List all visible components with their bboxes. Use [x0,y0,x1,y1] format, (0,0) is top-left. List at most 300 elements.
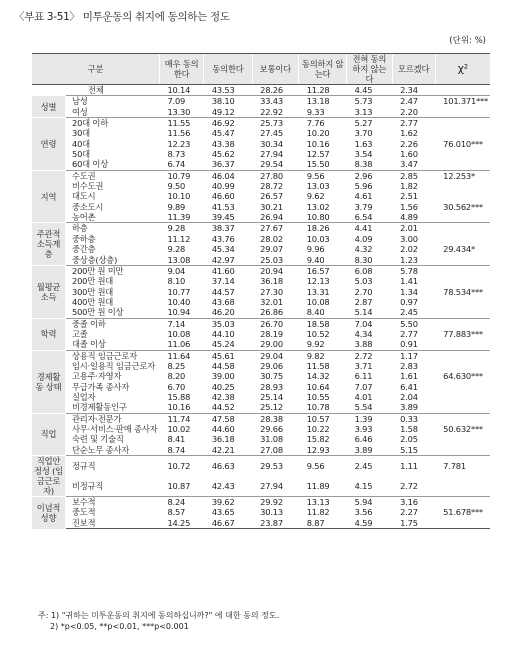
chi-square-cell: 64.630*** [443,371,483,382]
chi-square-cell [435,339,490,350]
value-cell: 9.50 [167,181,186,192]
value-cell: 1.23 [400,254,418,265]
table-row [32,149,490,159]
value-cell: 2.70 [354,286,373,297]
table-row [32,476,490,497]
value-cell: 26.86 [260,307,283,318]
value-cell: 44.60 [211,424,235,434]
group-label: 이념적 성향 [32,497,65,529]
value-cell: 8.41 [167,434,186,445]
row-label: 비수도권 [71,181,104,192]
chi-square-cell: 30.562*** [443,201,483,212]
value-cell: 8.73 [167,149,186,160]
value-cell: 11.56 [167,128,191,139]
value-cell: 43.53 [204,85,252,96]
value-cell: 6.74 [167,159,186,170]
header-cell: 구분 [32,54,159,85]
value-cell: 9.33 [306,106,325,117]
value-cell: 27.45 [260,128,283,139]
value-cell: 26.70 [252,318,299,329]
row-label: 관리자·전문가 [65,413,159,424]
value-cell: 0.97 [400,296,418,307]
value-cell: 2.01 [392,223,435,234]
value-cell: 10.22 [306,424,330,434]
row-label: 보수적 [65,497,159,508]
value-cell: 12.13 [306,276,330,287]
value-cell: 38.37 [204,223,252,234]
value-cell: 9.92 [306,339,325,350]
value-cell: 2.87 [354,296,373,307]
value-cell: 3.89 [400,402,418,413]
value-cell: 39.00 [211,371,235,382]
row-label: 남성 [65,96,159,107]
header-cell: 모르겠다 [392,54,435,85]
footnotes [38,610,279,632]
value-cell: 7.14 [159,318,203,329]
table-row [32,339,490,350]
value-cell: 11.55 [159,118,203,129]
value-cell: 46.63 [204,456,252,477]
value-cell: 13.31 [306,286,330,297]
value-cell: 10.08 [306,296,330,307]
value-cell: 29.53 [252,456,299,477]
chi-square-cell [435,350,490,361]
value-cell: 4.59 [347,518,393,529]
unit-label: (단위: %) [449,36,486,46]
value-cell: 7.09 [159,96,203,107]
group-label: 직업 [32,413,65,455]
value-cell: 10.57 [299,413,347,424]
value-cell: 11.64 [159,350,203,361]
value-cell: 2.45 [400,307,418,318]
table-row [32,159,490,170]
value-cell: 3.79 [354,201,373,212]
chi-square-cell [435,128,490,138]
value-cell: 25.12 [260,402,283,413]
value-cell: 2.20 [400,106,418,117]
group-label: 지역 [32,170,65,223]
group-label: 월평균 소득 [32,265,65,318]
value-cell: 4.89 [400,212,418,223]
row-label: 60대 이상 [71,159,109,170]
row-label: 500만 원 이상 [71,307,124,318]
value-cell: 6.11 [354,371,373,382]
table-row [32,118,490,129]
value-cell: 9.56 [299,170,347,181]
value-cell: 1.17 [392,350,435,361]
row-label: 대졸 이상 [71,339,106,350]
chi-square-cell [435,223,490,234]
value-cell: 39.45 [211,212,235,223]
chi-square-cell [435,297,490,307]
chi-square-cell [435,85,490,96]
value-cell: 1.39 [347,413,393,424]
value-cell: 12.23 [167,138,191,149]
value-cell: 3.47 [400,159,418,170]
row-label: 실업자 [71,391,96,402]
value-cell: 10.87 [167,480,191,491]
chi-square-cell [435,234,490,244]
value-cell: 43.65 [211,507,235,518]
value-cell: 43.76 [211,233,235,244]
row-label: 중도적 [71,507,96,518]
row-label: 진보적 [65,518,159,529]
value-cell: 8.38 [354,159,373,170]
value-cell: 10.55 [306,391,330,402]
chi-square-cell: 76.010*** [443,138,483,149]
value-cell: 2.83 [400,360,418,371]
value-cell: 3.54 [354,149,373,160]
value-cell: 42.43 [211,480,235,491]
value-cell: 2.02 [400,244,418,255]
row-label: 고졸 [71,328,88,339]
value-cell: 2.45 [347,456,393,477]
value-cell: 28.02 [260,233,283,244]
value-cell: 25.73 [252,118,299,129]
row-label: 사무·서비스·판매 종사자 [71,424,158,434]
value-cell: 15.88 [167,391,191,402]
row-label: 200만 원 미만 [65,265,159,276]
value-cell: 7.07 [354,381,373,392]
value-cell: 10.16 [167,402,191,413]
value-cell: 26.57 [260,191,283,202]
value-cell: 9.89 [167,201,186,212]
table-row [32,139,490,149]
chi-square-cell: 51.678*** [443,507,483,518]
value-cell: 4.15 [354,480,373,491]
value-cell: 45.61 [204,350,252,361]
header-row [32,54,490,85]
value-cell: 36.37 [211,159,235,170]
row-label: 대도시 [71,191,96,202]
value-cell: 4.01 [354,391,373,402]
value-cell: 5.54 [354,402,373,413]
value-cell: 1.60 [400,149,418,160]
value-cell: 32.01 [260,296,283,307]
chi-square-cell [435,382,490,392]
value-cell: 46.67 [204,518,252,529]
row-label: 여성 [71,106,88,117]
chi-square-cell [435,159,490,170]
row-label: 비정규직 [71,480,104,491]
value-cell: 5.03 [354,276,373,287]
value-cell: 9.40 [306,254,325,265]
table-row [32,350,490,361]
chi-square-cell [435,518,490,529]
value-cell: 7.76 [299,118,347,129]
footnote: 2) *p<0.05, **p<0.01, ***p<0.001 [50,622,189,631]
value-cell: 18.26 [299,223,347,234]
value-cell: 1.63 [354,138,373,149]
row-label: 임시·일용직 임금근로자 [71,360,156,371]
value-cell: 29.06 [260,360,283,371]
value-cell: 10.20 [306,128,330,139]
chi-square-cell [435,497,490,508]
value-cell: 2.26 [400,138,418,149]
table-row [32,287,490,297]
group-label: 직업안정성 (임금근로자) [32,456,65,497]
row-label: 200만 원대 [71,276,114,287]
value-cell: 42.38 [211,391,235,402]
value-cell: 28.26 [252,85,299,96]
value-cell: 23.87 [252,518,299,529]
group-label: 성별 [32,96,65,118]
chi-square-cell [435,265,490,276]
row-label: 무급가족 종사자 [71,381,130,392]
value-cell: 0.91 [400,339,418,350]
value-cell: 5.27 [347,118,393,129]
value-cell: 40.25 [211,381,235,392]
value-cell: 30.13 [260,507,283,518]
value-cell: 27.94 [260,480,283,491]
value-cell: 39.62 [204,497,252,508]
value-cell: 3.88 [354,339,373,350]
value-cell: 44.52 [211,402,235,413]
value-cell: 6.70 [167,381,186,392]
table-row [32,297,490,307]
chi-square-cell: 78.534*** [443,286,483,297]
value-cell: 14.25 [159,518,203,529]
value-cell: 29.07 [260,244,283,255]
value-cell: 25.03 [260,254,283,265]
chi-square-cell [435,361,490,371]
value-cell: 3.16 [392,497,435,508]
value-cell: 29.54 [260,159,283,170]
value-cell: 8.30 [354,254,373,265]
header-cell: 보통이다 [252,54,299,85]
chi-square-cell [435,307,490,318]
row-label: 단순노무 종사자 [71,444,130,455]
table-row [32,96,490,107]
value-cell: 5.78 [392,265,435,276]
value-cell: 8.87 [299,518,347,529]
value-cell: 4.45 [347,85,393,96]
value-cell: 1.34 [400,286,418,297]
value-cell: 38.10 [204,96,252,107]
footnote: 주: 1) "귀하는 미투운동의 취지에 동의하십니까?" 에 대한 동의 정도. [38,611,280,620]
row-label: 50대 [71,149,90,160]
row-label: 중졸 이하 [65,318,159,329]
row-label: 하층 [65,223,159,234]
value-cell: 45.34 [211,244,235,255]
value-cell: 31.08 [260,434,283,445]
value-cell: 46.20 [211,307,235,318]
value-cell: 11.89 [306,480,330,491]
value-cell: 49.12 [211,106,235,117]
table-row [32,170,490,181]
value-cell: 10.14 [159,85,203,96]
value-cell: 25.14 [260,391,283,402]
value-cell: 11.74 [159,413,203,424]
table-row [32,234,490,244]
value-cell: 5.15 [400,444,418,455]
value-cell: 30.75 [260,371,283,382]
row-label: 중소도시 [71,201,104,212]
value-cell: 6.08 [347,265,393,276]
value-cell: 42.21 [211,444,235,455]
value-cell: 10.52 [306,328,330,339]
value-cell: 42.97 [211,254,235,265]
chi-square-cell [435,476,490,497]
value-cell: 4.34 [354,328,373,339]
chi-square-cell [435,392,490,402]
chi-square-cell [435,212,490,223]
value-cell: 3.13 [354,106,373,117]
value-cell: 15.82 [306,434,330,445]
value-cell: 28.38 [252,413,299,424]
value-cell: 46.92 [204,118,252,129]
value-cell: 41.60 [204,265,252,276]
value-cell: 29.92 [252,497,299,508]
value-cell: 43.68 [211,296,235,307]
chi-square-cell: 77.883*** [443,328,483,339]
value-cell: 12.57 [306,149,330,160]
value-cell: 29.04 [252,350,299,361]
value-cell: 41.53 [211,201,235,212]
value-cell: 11.58 [306,360,330,371]
value-cell: 44.58 [211,360,235,371]
chi-square-cell [435,434,490,444]
group-label: 주관적 소득계층 [32,223,65,265]
value-cell: 16.57 [299,265,347,276]
value-cell: 1.58 [400,424,418,434]
value-cell: 3.70 [354,128,373,139]
value-cell: 9.28 [159,223,203,234]
table-row [32,445,490,456]
table-row [32,107,490,118]
value-cell: 9.62 [306,191,325,202]
value-cell: 0.33 [392,413,435,424]
row-label: 중상층(상층) [71,254,118,265]
value-cell: 4.61 [354,191,373,202]
row-label: 정규직 [65,456,159,477]
value-cell: 45.47 [211,128,235,139]
chi-square-cell: 50.632*** [443,424,483,434]
value-cell: 29.66 [260,424,283,434]
value-cell: 10.80 [306,212,330,223]
chi-square-cell: 12.253* [435,170,490,181]
value-cell: 29.00 [260,339,283,350]
value-cell: 27.80 [252,170,299,181]
value-cell: 10.78 [306,402,330,413]
value-cell: 10.40 [167,296,191,307]
header-cell: 동의하지 않는다 [299,54,347,85]
value-cell: 3.56 [354,507,373,518]
value-cell: 13.30 [167,106,191,117]
table-row [32,361,490,371]
value-cell: 7.04 [347,318,393,329]
chi-square-cell [435,402,490,413]
row-label: 숙련 및 기술직 [71,434,124,445]
value-cell: 47.58 [204,413,252,424]
value-cell: 3.89 [354,444,373,455]
value-cell: 10.03 [306,233,330,244]
value-cell: 1.11 [392,456,435,477]
value-cell: 28.72 [260,181,283,192]
value-cell: 28.19 [260,328,283,339]
value-cell: 8.24 [159,497,203,508]
value-cell: 6.41 [400,381,418,392]
value-cell: 33.43 [252,96,299,107]
table-row [32,191,490,201]
value-cell: 2.51 [400,191,418,202]
value-cell: 13.02 [306,201,330,212]
value-cell: 44.57 [211,286,235,297]
value-cell: 13.03 [306,181,330,192]
value-cell: 1.56 [400,201,418,212]
value-cell: 10.64 [306,381,330,392]
group-label: 연령 [32,118,65,171]
header-cell: χ² [435,54,490,85]
table-row [32,244,490,254]
value-cell: 20.94 [252,265,299,276]
table-row [32,181,490,191]
row-label: 30대 [71,128,90,139]
value-cell: 27.30 [260,286,283,297]
value-cell: 28.93 [260,381,283,392]
value-cell: 8.57 [167,507,186,518]
value-cell: 46.04 [204,170,252,181]
value-cell: 1.62 [400,128,418,139]
value-cell: 14.32 [306,371,330,382]
value-cell: 11.06 [167,339,191,350]
header-cell: 동의한다 [204,54,252,85]
value-cell: 36.18 [260,276,283,287]
value-cell: 37.14 [211,276,235,287]
table-row [32,212,490,223]
group-label: 학력 [32,318,65,350]
value-cell: 5.50 [392,318,435,329]
value-cell: 3.00 [400,233,418,244]
value-cell: 2.85 [392,170,435,181]
table-row [32,202,490,212]
table-row [32,223,490,234]
value-cell: 43.38 [211,138,235,149]
chi-square-cell [435,445,490,456]
data-table [32,53,490,529]
row-label: 중하층 [71,233,96,244]
value-cell: 1.82 [400,181,418,192]
table-row [32,329,490,339]
row-label: 수도권 [65,170,159,181]
value-cell: 5.73 [347,96,393,107]
value-cell: 10.08 [167,328,191,339]
value-cell: 9.28 [167,244,186,255]
value-cell: 10.79 [159,170,203,181]
table-row [32,434,490,444]
value-cell: 2.96 [347,170,393,181]
value-cell: 35.03 [204,318,252,329]
table-row [32,85,490,96]
table-row [32,307,490,318]
table-row [32,255,490,266]
value-cell: 13.13 [299,497,347,508]
value-cell: 10.02 [167,424,191,434]
value-cell: 11.39 [167,212,191,223]
value-cell: 15.50 [306,159,330,170]
table-row [32,382,490,392]
value-cell: 4.09 [354,233,373,244]
value-cell: 8.40 [306,307,325,318]
row-label: 비경제활동인구 [71,402,127,413]
value-cell: 3.93 [354,424,373,434]
value-cell: 8.10 [167,276,186,287]
value-cell: 8.74 [167,444,186,455]
value-cell: 27.67 [252,223,299,234]
value-cell: 12.93 [306,444,330,455]
table-row [32,128,490,138]
chi-square-cell [435,181,490,191]
